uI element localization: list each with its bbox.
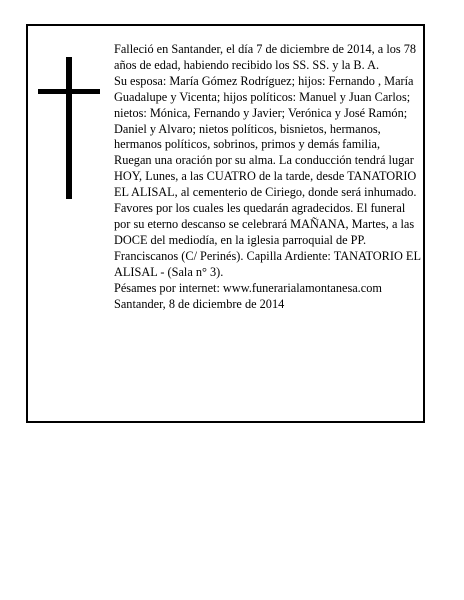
place-and-date: Santander, 8 de diciembre de 2014: [114, 296, 285, 311]
funeral-details: Ruegan una oración por su alma. La conducción tendrá lugar HOY, Lunes, a las CUATRO de la tarde, desde TANATORIO EL ALISAL, al cementerio de Ciriego, donde será inhumado. Favores por los cuales les quedarán agradecidos. El funeral por su eterno descanso se celebrará MAÑANA, Martes, a las DOCE del mediodía, en la iglesia parroquial de PP. Franciscanos (C/ Perinés). Capilla Ardiente: TANATORIO EL ALISAL - (Sala n° 3).: [114, 153, 421, 279]
family-list: Su esposa: María Gómez Rodríguez; hijos: Fernando , María Guadalupe y Vicenta; hijos políticos: Manuel y Juan Carlos; nietos: Mónica, Fernando y Javier; Verónica y José Ramón; Daniel y Alvaro; nietos políticos, bisnietos, hermanos, hermanos políticos, sobrinos, primos y demás familia,: [114, 73, 414, 152]
death-announcement: Falleció en Santander, el día 7 de diciembre de 2014, a los 78 años de edad, habiendo recibido los SS. SS. y la B. A.: [114, 42, 417, 72]
latin-cross-icon: [38, 57, 100, 199]
obituary-notice: [26, 24, 425, 423]
cross-horizontal-bar: [38, 89, 100, 94]
condolences-website: Pésames por internet: www.funerarialamontanesa.com: [114, 280, 382, 295]
obituary-text: [114, 42, 422, 312]
cross-vertical-bar: [66, 57, 72, 199]
